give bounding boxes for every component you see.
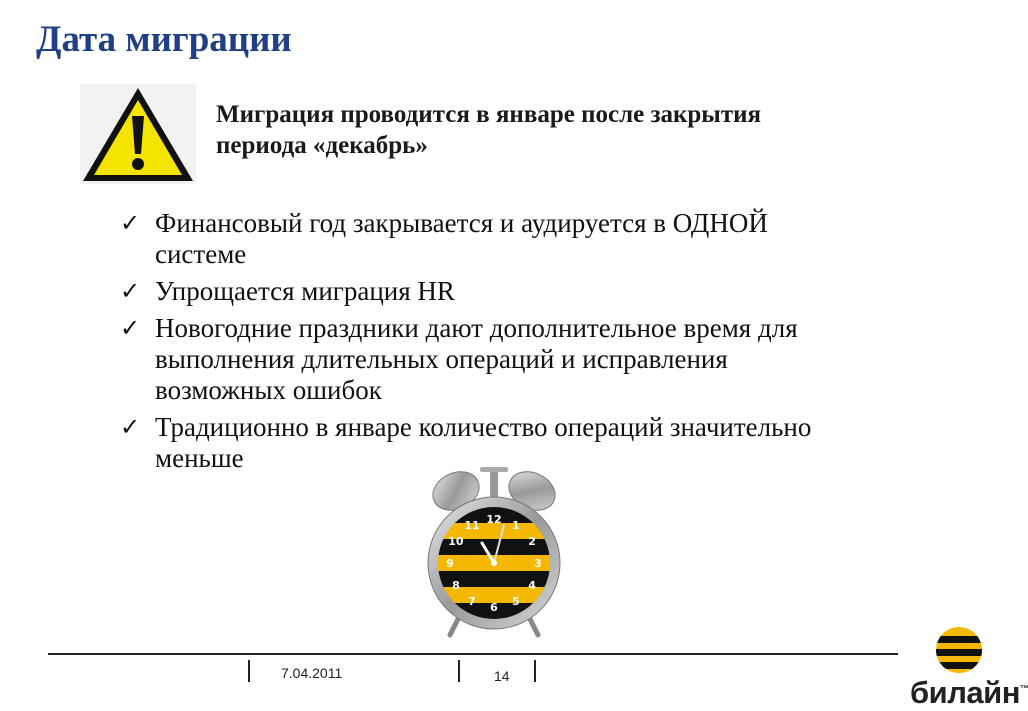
clock-numeral: 10 [448,535,464,548]
clock-numeral: 8 [452,579,460,592]
clock-numeral: 3 [534,557,542,570]
page-number: 14 [494,668,510,684]
clock-numeral: 7 [468,595,476,609]
clock-numeral: 2 [528,535,536,548]
checkmark-icon: ✓ [120,413,141,441]
warning-triangle-icon [80,84,196,184]
callout-text [216,99,936,161]
bullet-line: Финансовый год закрывается и аудируется в ОДНОЙ [155,208,768,238]
bullet-line: выполнения длительных операций и исправления [155,344,728,374]
brand-word: билайн [910,675,1020,710]
slide-title: Дата миграции [36,19,292,60]
bullet-line: Традиционно в январе количество операций значительно [155,412,812,442]
bullet-item [120,276,940,307]
clock-numeral: 9 [446,557,454,570]
clock-numeral: 12 [486,513,502,526]
brand-name [910,677,1028,708]
footer-divider [48,653,898,655]
bullet-item [120,313,940,406]
bullet-line: системе [155,239,247,269]
checkmark-icon: ✓ [120,209,141,237]
footer-separator [248,660,250,682]
footer-separator [534,660,536,682]
bullet-line: Новогодние праздники дают дополнительное время для [155,313,798,343]
clock-numeral: 4 [528,579,536,592]
trademark: ™ [1019,683,1028,694]
clock-numeral: 5 [512,595,520,609]
footer-date: 7.04.2011 [281,665,343,681]
checkmark-icon: ✓ [120,314,141,342]
clock-numeral: 1 [512,518,520,532]
bullet-line: меньше [155,443,244,473]
bullet-list [120,208,940,480]
bullet-item [120,208,940,270]
clock-numeral: 11 [464,518,480,532]
callout-line: периода «декабрь» [216,132,428,159]
clock-numeral: 6 [490,601,498,614]
callout-line: Миграция проводится в январе после закрытия [216,101,762,128]
bullet-line: возможных ошибок [155,375,382,405]
alarm-clock-icon [428,463,560,639]
footer-separator [458,660,460,682]
checkmark-icon: ✓ [120,277,141,305]
bullet-line: Упрощается миграция HR [155,276,455,306]
